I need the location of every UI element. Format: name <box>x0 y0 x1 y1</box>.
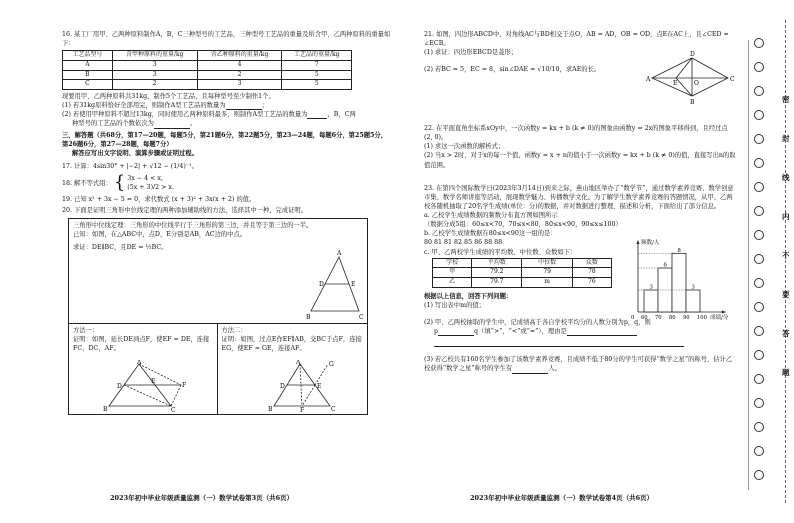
label-b: B <box>267 405 272 412</box>
binding-strip <box>738 0 794 523</box>
question-17: 17. 计算：4sin30° + |−2| + √12 − (1/4)⁻¹。 <box>62 162 198 170</box>
binding-hole-icon <box>754 38 764 48</box>
label-c: C <box>171 406 176 412</box>
histogram-chart <box>624 236 736 326</box>
q16-header-cell: 含乙种原料的重量/kg <box>197 51 282 61</box>
bar-data-label: 3 <box>649 284 653 291</box>
quad-abcd <box>652 58 728 96</box>
q16-table <box>62 50 352 90</box>
q23-header-cell: 中位数 <box>522 258 572 268</box>
q16-p2b: 种型号的工艺品的个数依次为 <box>72 120 154 128</box>
seal-char: 要 <box>782 290 790 299</box>
method-1-figure <box>97 360 187 412</box>
label-b: B <box>690 99 695 106</box>
table-cell: 5 <box>282 70 352 80</box>
answer-blank[interactable] <box>226 103 262 110</box>
x-arrow-icon <box>722 310 726 313</box>
table-cell: 3 <box>112 70 197 80</box>
table-cell: 乙 <box>433 278 472 288</box>
label-e: E <box>351 280 356 288</box>
label-e: E <box>673 80 678 87</box>
method-2-box <box>218 324 369 415</box>
q16-p2c: ，B，C两 <box>327 111 356 119</box>
q23-c: c. 甲、乙两校学生成绩的平均数、中位数、众数如下： <box>424 248 577 256</box>
right-page <box>424 30 736 376</box>
footer-page-4: 2023年初中毕业年级质量监测（一）数学试卷第4页（共6页） <box>470 494 654 502</box>
question-16 <box>62 30 392 129</box>
label-c: C <box>330 405 336 412</box>
table-cell: 78 <box>572 268 611 278</box>
method-2-text: 证明：如图，过点E作EF∥AB，交BC于点F，连接EG，使EF = GE，连接AF。 <box>221 335 362 352</box>
table-cell: 4 <box>197 60 282 70</box>
q20-methods <box>68 324 368 415</box>
table-row <box>433 268 612 278</box>
label-a: A <box>137 359 142 366</box>
bar-data-label: 8 <box>677 247 681 254</box>
q16-p2: (2) 若使用甲种原料不超过13kg，同时使用乙两种原料最多，则制作A型工艺品的数量为 <box>62 111 308 119</box>
binding-hole-icon <box>754 374 764 384</box>
question-23 <box>424 184 736 374</box>
question-18 <box>62 174 392 192</box>
table-cell: 7 <box>282 60 352 70</box>
histogram-bar <box>686 290 700 312</box>
table-cell: 79.7 <box>472 278 522 288</box>
binding-hole-icon <box>754 110 764 120</box>
question-19: 19. 已知 x² + 3x − 5 = 0，求代数式 (x + 3)² + 3x(x + 2) 的值。 <box>62 196 256 204</box>
x-tick-label: 60 <box>641 314 648 321</box>
segment-dc <box>124 385 171 406</box>
seal-char: 线 <box>782 173 790 182</box>
table-cell: 2 <box>197 70 282 80</box>
q22-p1: (1) 求这一次函数的解析式； <box>424 143 505 151</box>
q20-known: 已知：如图，在△ABC中，点D，E分别是AB，AC边的中点。 <box>73 230 247 238</box>
q23-table <box>432 258 612 288</box>
binding-hole-icon <box>754 302 764 312</box>
q21-figure <box>646 50 736 106</box>
histogram-bar <box>672 253 686 312</box>
label-o: O <box>694 80 699 87</box>
table-cell: 76 <box>572 278 611 288</box>
q22-p2: (2) 当x > 2时，对于x的每一个值，函数y = x + n的值小于一次函数y = kx + b (k ≠ 0)的值，直接写出n的取值范围。 <box>424 152 736 169</box>
table-cell: B <box>63 70 113 80</box>
x-tick-label: 90 <box>683 314 690 321</box>
q16-stem: 16. 某工厂用甲、乙两种原料制作A，B，C三种型号的工艺品，三种型号工艺品的重量及所含甲、乙两种原料的重量如下： <box>62 31 391 48</box>
brace-icon: { <box>113 172 126 194</box>
q23-header-row <box>433 258 612 268</box>
binding-edge-line <box>748 40 749 490</box>
label-b: B <box>103 405 108 412</box>
seal-char: 不 <box>782 251 790 260</box>
binding-hole-icon <box>754 398 764 408</box>
binding-hole-icon <box>754 326 764 336</box>
x-tick-label: 70 <box>655 314 662 321</box>
q23-bvals: 80 81 81 82 85 86 88 88 <box>424 239 503 247</box>
answer-line[interactable] <box>434 340 684 347</box>
q16-tail: ； <box>261 102 268 110</box>
label-c: C <box>730 76 735 83</box>
q23-b: b. 乙校学生成绩数据在80≤x<90这一组的是： <box>424 230 557 238</box>
question-20-stem: 20. 下面是证明三角形中位线定理的两种添加辅助线的方法，选择其中一种，完成证明。 <box>62 207 308 215</box>
section-3-heading: 三、解答题（共68分，第17—20题，每题5分，第21题6分，第22题5分，第23—24题，每题6分，第25题5分，第26题6分，第27—28题，每题7分） <box>62 131 387 148</box>
binding-hole-icon <box>754 470 764 480</box>
answer-blank[interactable] <box>512 367 548 374</box>
seal-char: 封 <box>782 134 790 143</box>
q23-p1: (1) 写出表中m的值； <box>424 301 485 309</box>
label-g: G <box>328 360 334 368</box>
label-c: C <box>359 313 364 321</box>
binding-hole-icon <box>754 230 764 240</box>
table-cell: 3 <box>112 60 197 70</box>
table-cell: C <box>63 80 113 90</box>
seal-char: 题 <box>782 368 790 377</box>
triangle-figure <box>301 249 371 321</box>
bar-data-label: 3 <box>691 284 695 291</box>
question-22 <box>424 124 736 170</box>
histogram-bar <box>644 290 658 312</box>
x-axis-label: 成绩/分 <box>710 314 729 321</box>
segment-eg <box>315 364 328 385</box>
q18-line-1: 3x − 4 < x, <box>127 175 163 182</box>
q23-p2b: p <box>434 328 439 336</box>
q21-stem: 21. 如图，四边形ABCD中，对角线AC与BD相交于点O，AB = AD，OB = OD，点E在AC上，且∠CED = ∠ECB。 <box>424 31 729 48</box>
q20-theorem: 三角形中位线定理：三角形的中位线平行于三角形的第三边，并且等于第三边的一半。 <box>73 221 313 229</box>
bar-data-label: 6 <box>663 262 667 269</box>
q23-header-cell: 学校 <box>433 258 472 268</box>
method-1-box <box>68 324 218 415</box>
table-cell: 3 <box>197 80 282 90</box>
x-tick-label: 0 <box>631 314 635 321</box>
answer-blank[interactable] <box>567 329 637 336</box>
binding-hole-icon <box>754 350 764 360</box>
binding-hole-icon <box>754 134 764 144</box>
method-1-text: 证明：如图，延长DE到点F，使EF = DE，连接FC，DC，AF。 <box>73 335 210 352</box>
q16-header-cell: 含甲种原料的重量/kg <box>112 51 197 61</box>
binding-hole-icon <box>754 86 764 96</box>
q23-header-cell: 平均数 <box>472 258 522 268</box>
answer-blank[interactable] <box>307 112 327 119</box>
q23-a: a. 乙校学生成绩数据的频数分布直方图如图所示 <box>424 212 558 219</box>
seal-char: 内 <box>782 212 790 221</box>
binding-hole-icon <box>754 158 764 168</box>
section-3-title <box>62 131 392 158</box>
binding-hole-icon <box>754 182 764 192</box>
segment-ef <box>302 385 315 406</box>
table-cell: 5 <box>282 80 352 90</box>
method-2-title: 方法二： <box>221 326 247 334</box>
q16-after: 现要用甲、乙两种原料共31kg，制作5个工艺品，且每种型号至少制作1个。 <box>62 93 275 100</box>
x-tick-label: 80 <box>669 314 676 321</box>
q22-stem: 22. 在平面直角坐标系xOy中，一次函数y = kx + b (k ≠ 0)的图象由函数y = 2x的图象平移得到，且经过点(2, 0)。 <box>424 125 728 142</box>
segment-ed <box>676 58 692 78</box>
binding-hole-icon <box>754 62 764 72</box>
table-row <box>63 60 352 70</box>
label-b: B <box>306 313 311 321</box>
label-e: E <box>151 377 156 385</box>
q20-prove: 求证：DE∥BC，且DE = ½BC。 <box>73 243 168 251</box>
question-21 <box>424 30 736 110</box>
binding-hole-icon <box>754 422 764 432</box>
table-cell: 79.2 <box>472 268 522 278</box>
table-cell: 79 <box>522 268 572 278</box>
q16-header-cell: 工艺品型号 <box>63 51 113 61</box>
segment-eb <box>676 78 692 96</box>
table-cell: A <box>63 60 113 70</box>
q20-theorem-box <box>68 218 368 324</box>
seal-char: 答 <box>782 329 790 338</box>
label-a: A <box>295 359 300 366</box>
q16-header-cell: 工艺品的重量/kg <box>282 51 352 61</box>
left-page <box>62 30 392 415</box>
label-d: D <box>319 280 324 288</box>
table-row <box>433 278 612 288</box>
q21-p2: (2) 若BC = 5，EC = 8，sin∠DAE = √10/10，求AE的长。 <box>424 66 601 74</box>
histogram-bars <box>638 253 700 312</box>
binding-hole-icon <box>754 278 764 288</box>
q23-p2c: q（填“>”，“<”或“=”），理由是 <box>474 328 567 336</box>
q23-a2: （数据分成5组：60≤x<70，70≤x<80，80≤x<90，90≤x≤100） <box>424 221 622 229</box>
q21-p1: (1) 求证：四边形EBCD是菱形； <box>424 49 518 57</box>
q23-ask: 根据以上信息，回答下列问题： <box>424 292 513 300</box>
label-d: D <box>690 51 695 58</box>
y-axis-label: 频数/人 <box>641 239 660 246</box>
q23-p2: (2) 甲、乙两校抽取的学生中，记成绩高于各自学校平均分的人数分别为p，q，则 <box>424 318 651 326</box>
segment-fc <box>171 385 181 406</box>
label-f: F <box>299 406 304 412</box>
label-f: F <box>182 381 187 389</box>
label-a: A <box>337 249 342 257</box>
seal-char: 密 <box>782 95 790 104</box>
label-e: E <box>316 382 321 390</box>
label-a: A <box>646 76 651 83</box>
q16-header-row <box>63 51 352 61</box>
q16-tail2: 。 <box>189 120 197 128</box>
table-row <box>63 80 352 90</box>
answer-blank[interactable] <box>438 329 474 336</box>
table-cell: 2 <box>112 80 197 90</box>
q23-header-cell: 众数 <box>572 258 611 268</box>
x-tick-label: 100 <box>697 314 707 321</box>
q23-p3b: 人。 <box>548 365 561 373</box>
table-row <box>63 70 352 80</box>
q23-stem: 23. 在第四个国际数学日(2023年3月14日)到来之际，燕山地区举办了“数学节”，通过数学素养竞赛、数学创意市集、数学名师讲座等活动，展现数学魅力、传播数学文化。为了解学生数学素养竞赛的答题情况，从甲、乙两校各随机抽取了20名学生成绩(单位：分)的数据，并对数据进行整理、描述和分析，下面给出了部分信息。 <box>424 184 734 210</box>
q16-p1: (1) 若31kg原料恰好全部用完，则制作A型工艺品的数量为 <box>62 102 226 110</box>
binding-hole-icon <box>754 446 764 456</box>
table-cell: 甲 <box>433 268 472 278</box>
binding-hole-icon <box>754 206 764 216</box>
method-1-title: 方法一： <box>73 326 99 334</box>
segment-af <box>139 364 181 385</box>
footer-page-3: 2023年初中毕业年级质量监测（一）数学试卷第3页（共6页） <box>110 494 294 502</box>
q18-line-2: (5x + 3)/2 > x. <box>127 184 174 192</box>
label-d: D <box>279 382 285 390</box>
label-d: D <box>117 382 122 390</box>
table-cell: m <box>522 278 572 288</box>
answer-blank[interactable] <box>154 122 190 129</box>
method-2-figure <box>266 360 356 412</box>
q18-label: 18. 解不等式组： <box>62 179 112 187</box>
section-3-note: 解答应写出文字说明、演算步骤或证明过程。 <box>72 149 198 157</box>
q23-p3: (3) 若乙校共有160名学生参加了该数学素养竞赛，且成绩不低于80分的学生可获得“数学之星”的称号，估计乙校获得“数学之星”称号的学生有 <box>424 356 733 373</box>
binding-hole-icon <box>754 254 764 264</box>
y-arrow-icon <box>637 240 640 244</box>
